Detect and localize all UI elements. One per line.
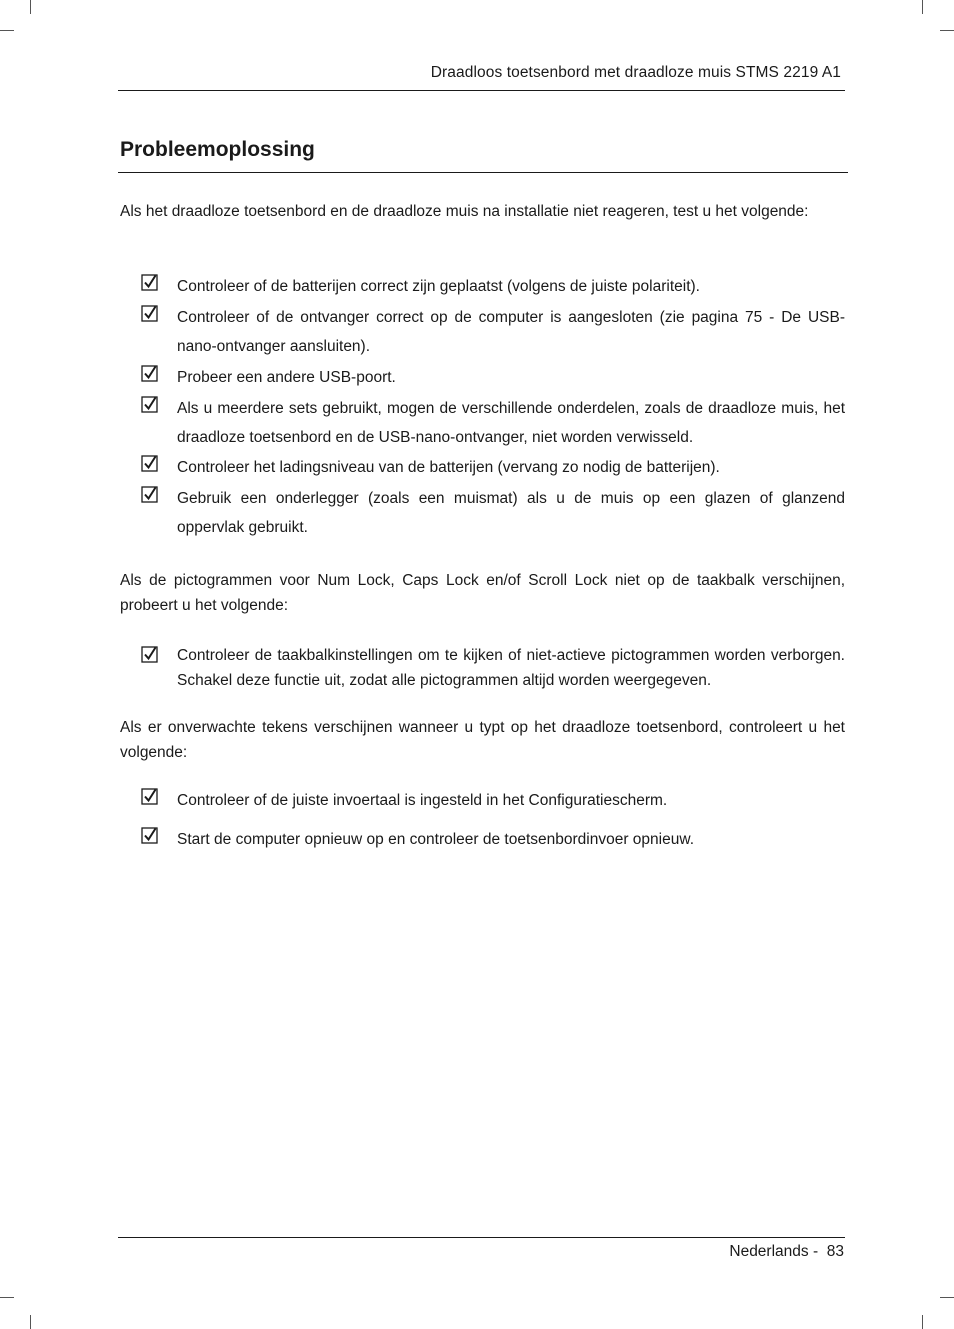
crop-mark	[30, 1315, 31, 1329]
page-number: 83	[826, 1243, 844, 1260]
intro-paragraph: Als de pictogrammen voor Num Lock, Caps Lock en/of Scroll Lock niet op de taakbalk verschijnen, probeert u het volgende:	[120, 572, 845, 614]
checkbox-checked-icon	[141, 363, 177, 392]
footer-language: Nederlands -	[729, 1243, 819, 1260]
crop-mark	[940, 30, 954, 31]
checklist-item	[141, 363, 845, 392]
checklist-item	[141, 644, 845, 693]
checklist-item	[141, 453, 845, 482]
checklist-item-text: Start de computer opnieuw op en controleer de toetsenbordinvoer opnieuw.	[177, 831, 695, 848]
running-header: Draadloos toetsenbord met draadloze muis STMS 2219 A1	[430, 64, 841, 81]
checklist-item	[141, 394, 845, 452]
checklist-item-text: Controleer of de batterijen correct zijn geplaatst (volgens de juiste polariteit).	[177, 278, 700, 295]
page-footer	[729, 1243, 844, 1261]
checkbox-checked-icon	[141, 453, 177, 482]
checkbox-checked-icon	[141, 272, 177, 301]
crop-mark	[922, 0, 923, 14]
checklist-item-text: Gebruik een onderlegger (zoals een muismat) als u de muis op een glazen of glanzend oppervlak gebruikt.	[177, 490, 845, 536]
checklist-item-text: Controleer of de juiste invoertaal is ingesteld in het Configuratiescherm.	[177, 792, 668, 809]
footer-divider	[118, 1237, 845, 1238]
checkbox-checked-icon	[141, 825, 177, 854]
checklist-item	[141, 303, 845, 361]
checkbox-checked-icon	[141, 394, 177, 452]
checklist-item-text: Controleer of de ontvanger correct op de computer is aangesloten (zie pagina 75 - De USB-nano-ontvanger aansluiten).	[177, 309, 845, 355]
checkbox-checked-icon	[141, 484, 177, 542]
crop-mark	[0, 1297, 14, 1298]
checklist-item-text: Controleer het ladingsniveau van de batterijen (vervang zo nodig de batterijen).	[177, 459, 720, 476]
checkbox-checked-icon	[141, 644, 177, 693]
crop-mark	[30, 0, 31, 14]
section-title: Probleemoplossing	[120, 138, 315, 161]
intro-paragraph: Als er onverwachte tekens verschijnen wanneer u typt op het draadloze toetsenbord, controleert u het volgende:	[120, 719, 845, 761]
checklist-item-text: Controleer de taakbalkinstellingen om te kijken of niet-actieve pictogrammen worden verborgen. Schakel deze functie uit, zodat alle pictogrammen altijd worden weergegeven.	[177, 647, 845, 689]
checklist-item-text: Als u meerdere sets gebruikt, mogen de verschillende onderdelen, zoals de draadloze muis, het draadloze toetsenbord en de USB-nano-ontvanger, niet worden verwisseld.	[177, 400, 845, 446]
header-divider	[118, 90, 845, 91]
checklist-item-text: Probeer een andere USB-poort.	[177, 369, 396, 386]
intro-paragraph: Als het draadloze toetsenbord en de draadloze muis na installatie niet reageren, test u het volgende:	[120, 203, 809, 220]
checklist-item	[141, 484, 845, 542]
checkbox-checked-icon	[141, 303, 177, 361]
crop-mark	[0, 30, 14, 31]
crop-mark	[922, 1315, 923, 1329]
checklist-item	[141, 825, 845, 854]
title-divider	[118, 172, 848, 173]
checkbox-checked-icon	[141, 786, 177, 815]
checklist-item	[141, 272, 845, 301]
checklist-item	[141, 786, 845, 815]
crop-mark	[940, 1297, 954, 1298]
